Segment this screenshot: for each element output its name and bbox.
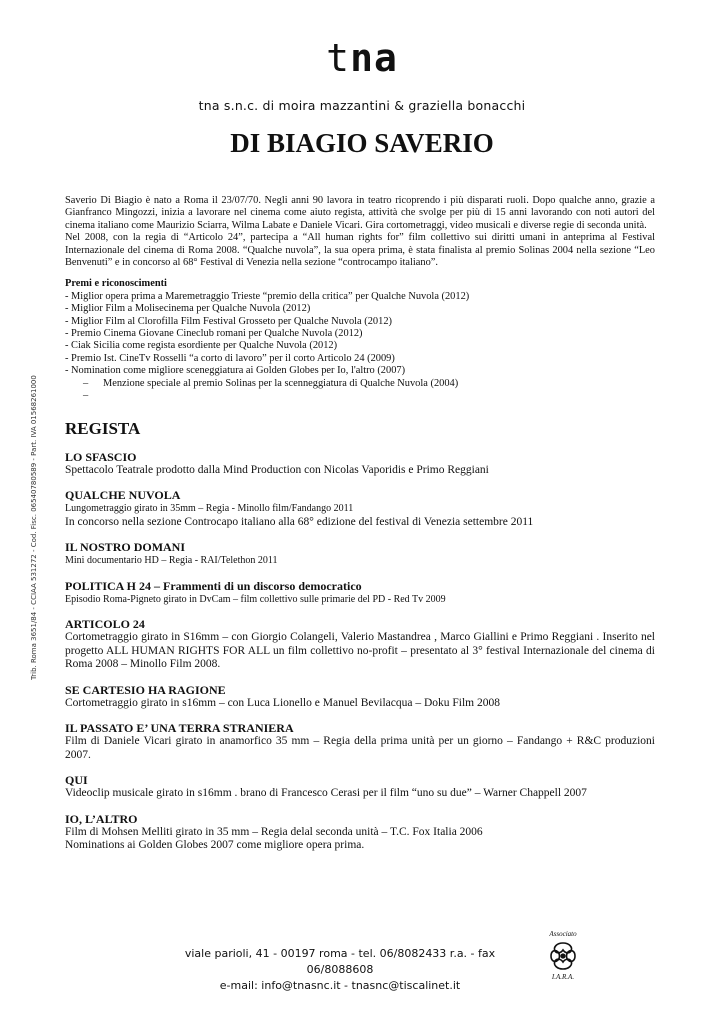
work-title: LO SFASCIO [65, 449, 137, 464]
work-title: ARTICOLO 24 [65, 617, 145, 631]
association-badge [542, 930, 584, 981]
work-line: Episodio Roma-Pigneto girato in DvCam – film collettivo sulle primarie del PD - Red Tv 2009 [65, 593, 446, 605]
company-logo [0, 36, 724, 80]
award-subitem-text: Menzione speciale al premio Solinas per la scenneggiatura di Qualche Nuvola (2004) [103, 377, 459, 389]
footer-email: e-mail: info@tnasnc.it - tnasnc@tiscalinet.it [219, 979, 461, 992]
award-item: - Ciak Sicilia come regista esordiente per Qualche Nuvola (2012) [65, 340, 338, 352]
award-subitem [65, 390, 655, 402]
award-item: - Premio Ist. CineTv Rosselli “a corto di lavoro” per il corto Articolo 24 (2009) [65, 352, 395, 364]
work-entry [65, 450, 655, 478]
bio-paragraph: Nel 2008, con la regia di “Articolo 24”, partecipa a “All human rights for” film collettivo sui diritti umani in anteprima al Festival Internazionale del cinema di Roma 2008. “Qualche nuvola”, la sua opera prima, è stata finalista al premio Solinas 2004 nella sezione “Leo Benvenuti” e in concorso al 68° Festival di Venezia nella sezione “controcampo italiano”. [65, 232, 655, 269]
work-line: Spettacolo Teatrale prodotto dalla Mind Production con Nicolas Vaporidis e Primo Reggiani [65, 463, 489, 476]
award-item: - Premio Cinema Giovane Cineclub romani per Qualche Nuvola (2012) [65, 328, 363, 340]
footer-address: viale parioli, 41 - 00197 roma - tel. 06/8082433 r.a. - fax 06/8088608 [184, 947, 496, 976]
bio-paragraph: Saverio Di Biagio è nato a Roma il 23/07/70. Negli anni 90 lavora in teatro ricoprendo i più disparati ruoli. Dopo qualche anno, grazie a Gianfranco Mingozzi, inizia a lavorare nel cinema come aiuto regista, attività che svolge per più di 15 anni lavorando con noti autori del cinema italiano come Maurizio Sciarra, Wilma Labate e Daniele Vicari. Gira cortometraggi, video musicali e diverse regie di seconda unità. [65, 195, 655, 231]
work-title: QUI [65, 773, 88, 787]
work-entry [65, 617, 655, 672]
award-item: - Miglior Film a Molisecinema per Qualche Nuvola (2012) [65, 303, 311, 315]
legal-sidebar-text: Trib. Roma 3651/84 - CCIAA 531272 - Cod. Fisc. 06540780589 - Part. IVA 01568261000 [30, 375, 38, 680]
award-item: - Nomination come migliore sceneggiatura ai Golden Globes per Io, l'altro (2007) [65, 365, 406, 377]
company-name: tna s.n.c. di moira mazzantini & graziella bonacchi [198, 98, 526, 113]
work-title: IL NOSTRO DOMANI [65, 540, 186, 554]
page-title: DI BIAGIO SAVERIO [230, 128, 494, 158]
association-emblem-icon [548, 940, 578, 972]
association-top-label: Associato [549, 930, 577, 938]
main-content [65, 195, 655, 853]
work-entry [65, 721, 655, 762]
work-title: IL PASSATO E’ UNA TERRA STRANIERA [65, 721, 294, 735]
awards-heading: Premi e riconoscimenti [65, 278, 167, 290]
work-line: Lungometraggio girato in 35mm – Regia - Minollo film/Fandango 2011 [65, 503, 354, 514]
awards-section [65, 278, 655, 402]
award-item: - Miglior Film al Clorofilla Film Festival Grosseto per Qualche Nuvola (2012) [65, 315, 392, 327]
work-title: POLITICA H 24 – Frammenti di un discorso democratico [65, 578, 362, 593]
footer-contact [150, 946, 530, 994]
association-bottom-label: I.A.R.A. [551, 973, 575, 981]
work-entry [65, 579, 655, 607]
work-entry [65, 488, 655, 529]
work-entry [65, 683, 655, 711]
work-line: Mini documentario HD – Regia - RAI/Telethon 2011 [65, 555, 278, 566]
dash-marker: – [83, 377, 89, 389]
work-line: Videoclip musicale girato in s16mm . brano di Francesco Cerasi per il film “uno su due” – Warner Chappell 2007 [65, 787, 587, 799]
work-entry [65, 773, 655, 801]
work-line: Nominations ai Golden Globes 2007 come migliore opera prima. [65, 839, 365, 851]
work-line: Cortometraggio girato in S16mm – con Giorgio Colangeli, Valerio Mastandrea , Marco Giallini e Primo Reggiani . Inserito nel progetto ALL HUMAN RIGHTS FOR ALL un film collettivo no-profit – presentato al 3° festival Internazionale del cinema di Roma 2008 – Minollo Film 2008. [65, 631, 655, 670]
work-line: Film di Mohsen Melliti girato in 35 mm – Regia delal seconda unità – T.C. Fox Italia 2006 [65, 825, 483, 838]
dash-marker: – [83, 390, 89, 402]
work-line: In concorso nella sezione Controcapo italiano alla 68° edizione del festival di Venezia settembre 2011 [65, 515, 534, 528]
work-title: QUALCHE NUVOLA [65, 488, 181, 502]
work-entry [65, 812, 655, 853]
biography [65, 195, 655, 269]
logo-light-text: t [326, 36, 351, 80]
award-item: - Miglior opera prima a Maremetraggio Trieste “premio della critica” per Qualche Nuvola (2012) [65, 290, 470, 302]
work-line: Film di Daniele Vicari girato in anamorfico 35 mm – Regia della prima unità per un giorno – Fandango + R&C produzioni 2007. [65, 735, 655, 761]
logo-bold-text: na [350, 36, 398, 80]
regista-heading: REGISTA [65, 418, 141, 438]
work-entry [65, 540, 655, 568]
work-line: Cortometraggio girato in s16mm – con Luca Lionello e Manuel Bevilacqua – Doku Film 2008 [65, 696, 501, 709]
work-title: IO, L’ALTRO [65, 811, 138, 826]
award-subitem [65, 378, 655, 390]
work-title: SE CARTESIO HA RAGIONE [65, 682, 226, 697]
